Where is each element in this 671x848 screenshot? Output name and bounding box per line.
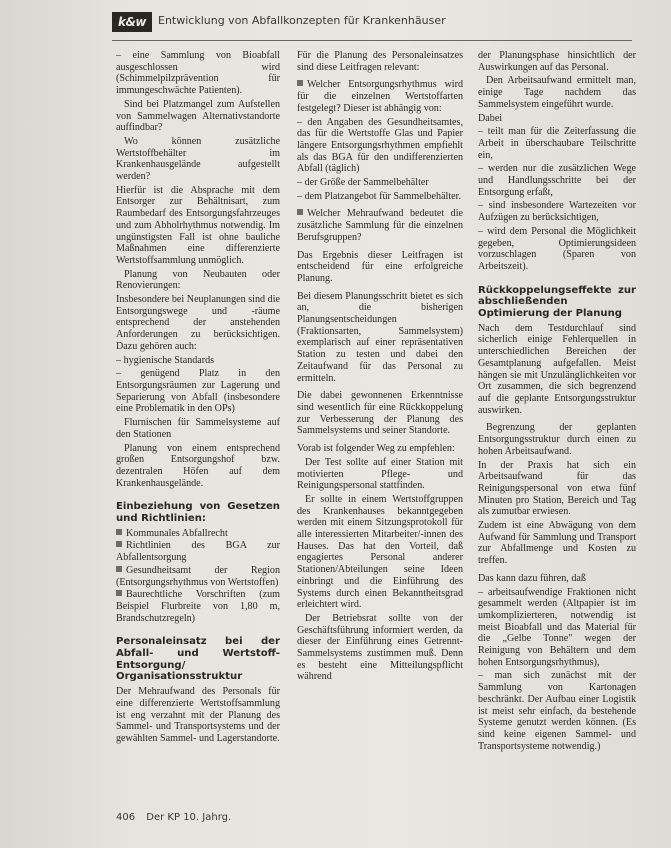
list-item: Welcher Mehraufwand bedeutet die zusätzliche Sammlung für die einzelnen Berufsgruppen? bbox=[297, 208, 463, 243]
paragraph: Bei diesem Planungsschritt bietet es sich an, die bisherigen Planungsentscheidungen (Fraktionsarten, Sammelsystem) exemplarisch auf einer repräsentativen Station zu testen und dabei den Zeitaufwand für das Personal zu ermitteln. bbox=[297, 290, 463, 384]
paragraph: Er sollte in einem Wertstoffgruppen des Krankenhauses bekanntgegeben werden mit einem Sitzungsprotokoll für alle interessierten Mitarbeiter/-innen des Hauses. Das hat den Vorteil, daß engagiertes Personal anderer Stationen/Abteilungen seine Ideen einbringt und die Einführung des Systems durch einen Bekanntheitsgrad erleichtert wird. bbox=[297, 493, 463, 611]
paragraph: Der Test sollte auf einer Station mit motivierten Pflege- und Reinigungspersonal stattfinden. bbox=[297, 456, 463, 492]
page-footer bbox=[116, 812, 239, 823]
section-heading: Einbeziehung von Gesetzen und Richtlinien: bbox=[116, 501, 280, 525]
paragraph: Die dabei gewonnenen Erkenntnisse sind wesentlich für eine Rückkoppelung zur Verbesserung der Planung des Sammelsystems und seiner Standorte. bbox=[297, 390, 463, 437]
list-item: Gesundheitsamt der Region (Entsorgungsrhythmus von Wertstoffen) bbox=[116, 564, 280, 588]
paragraph: Planung von Neubauten oder Renovierungen: bbox=[116, 268, 280, 292]
issue-label: Der KP 10. Jahrg. bbox=[146, 812, 232, 823]
column-1 bbox=[116, 50, 280, 802]
paragraph: Sind bei Platzmangel zum Aufstellen von Sammelwagen Alternativstandorte auffindbar? bbox=[116, 98, 280, 134]
square-bullet-icon bbox=[116, 590, 122, 596]
square-bullet-icon bbox=[116, 541, 122, 547]
paragraph: Planung von einem entsprechend großen Entsorgungshof bzw. dezentralen Höfen auf dem Krankenhausgelände. bbox=[116, 442, 280, 489]
paragraph: Für die Planung des Personaleinsatzes sind diese Leitfragen relevant: bbox=[297, 50, 463, 73]
list-item: – werden nur die zusätzlichen Wege und Handlungsschritte bei der Entsorgung erfaßt, bbox=[478, 163, 636, 198]
paragraph: Das kann dazu führen, daß bbox=[478, 572, 586, 584]
list-item: – der Größe der Sammelbehälter bbox=[297, 177, 429, 189]
header-title: Entwicklung von Abfallkonzepten für Krankenhäuser bbox=[158, 14, 446, 27]
paragraph: Hierfür ist die Absprache mit dem Entsorger zur Behältnisart, zum Raumbedarf des Entsorgungsfahrzeuges und zum Abholrhythmus notwendig. Im ungünstigsten Fall ist ohne bauliche Maßnahmen eine differenzierte Wertstoffsammlung unmöglich. bbox=[116, 184, 280, 266]
paragraph: Nach dem Testdurchlauf sind sicherlich einige Fehlerquellen in unterschiedlichen Bereichen der Gesamtplanung aufgefallen. Meist hängen sie mit Unzulänglichkeiten vor Ort zusammen, die sich begrenzend auf die geplante Entsorgungsstruktur auswirken. bbox=[478, 322, 636, 416]
column-2 bbox=[297, 50, 463, 810]
journal-logo: k&w bbox=[112, 12, 152, 32]
list-item: Baurechtliche Vorschriften (zum Beispiel Flurbreite von 1,80 m, Brandschutzregeln) bbox=[116, 589, 280, 624]
list-item: – hygienische Standards bbox=[116, 354, 215, 366]
paragraph: Zudem ist eine Abwägung von dem Aufwand für Sammlung und Transport zur Abfallmenge und Kosten zu treffen. bbox=[478, 520, 636, 567]
paragraph: Das Ergebnis dieser Leitfragen ist entscheidend für eine erfolgreiche Planung. bbox=[297, 249, 463, 284]
paragraph: Den Arbeitsaufwand ermittelt man, einige Tage nachdem das Sammelsystem eingeführt wurde. bbox=[478, 75, 636, 110]
paragraph: Wo können zusätzliche Wertstoffbehälter im Krankenhausgelände aufgestellt werden? bbox=[116, 135, 280, 183]
header-rule bbox=[112, 40, 632, 41]
list-item: – sind insbesondere Wartezeiten vor Aufzügen zu berücksichtigen, bbox=[478, 200, 636, 224]
page-number: 406 bbox=[116, 812, 136, 823]
bullet-list bbox=[116, 528, 280, 625]
square-bullet-icon bbox=[116, 529, 122, 535]
list-item: Richtlinien des BGA zur Abfallentsorgung bbox=[116, 540, 280, 564]
paragraph: Vorab ist folgender Weg zu empfehlen: bbox=[297, 443, 455, 455]
list-item: – man sich zunächst mit der Sammlung von Kartonagen beschränkt. Der Aufbau einer Logistik ist meist sehr einfach, da bestehende Systeme genutzt werden können. (Es sind keine eigenen Sammel- und Transportsysteme notwendig.) bbox=[478, 670, 636, 752]
paragraph: Dabei bbox=[478, 112, 503, 124]
paragraph: Flurnischen für Sammelsysteme auf den Stationen bbox=[116, 417, 280, 440]
section-heading: Rückkoppelungseffekte zur abschließenden Optimierung der Planung bbox=[478, 284, 636, 320]
running-header bbox=[112, 12, 632, 36]
list-item: – dem Platzangebot für Sammelbehälter. bbox=[297, 190, 461, 202]
list-item: – arbeitsaufwendige Fraktionen nicht gesammelt werden (Altpapier ist im umkomplizierteren, notwendig ist meist Bioabfall und das Material für die „Gelbe Tonne" wegen der Reinigung von Behältern und dem hohen Entsorgungsrhythmus), bbox=[478, 586, 636, 668]
list-item: – teilt man für die Zeiterfassung die Arbeit in überschaubare Teilschritte ein, bbox=[478, 126, 636, 161]
list-item: – den Angaben des Gesundheitsamtes, das für die Wertstoffe Glas und Papier längere Entsorgungsrhythmen empfiehlt als das BGA für den undifferenzierten Abfall (täglich) bbox=[297, 116, 463, 175]
paragraph: Begrenzung der geplanten Entsorgungsstruktur durch einen zu hohen Arbeitsaufwand. bbox=[478, 422, 636, 457]
list-item: Kommunales Abfallrecht bbox=[116, 528, 280, 540]
column-3 bbox=[478, 50, 636, 820]
section-heading: Personaleinsatz bei der Abfall- und Wertstoff-Entsorgung/ Organisationsstruktur bbox=[116, 636, 280, 683]
paragraph: – eine Sammlung von Bioabfall ausgeschlossen wird (Schimmelpilzprävention für immungeschwächte Patienten). bbox=[116, 50, 280, 97]
paragraph: Der Mehraufwand des Personals für eine differenzierte Wertstoffsammlung ist eng verzahnt mit der Planung des Sammel- und Transportsystems und der gewählten Sammel- und Lagerstandorte. bbox=[116, 686, 280, 744]
paragraph: Insbesondere bei Neuplanungen sind die Entsorgungswege und -räume entsprechend der anstehenden Anforderungen zu berücksichtigen. Dazu gehören auch: bbox=[116, 294, 280, 352]
list-item: Welcher Entsorgungsrhythmus wird für die einzelnen Wertstoffarten festgelegt? Dieser ist abhängig von: bbox=[297, 79, 463, 114]
list-item: – genügend Platz in den Entsorgungsräumen zur Lagerung und Separierung von Abfall (insbesondere eine Problematik in den OPs) bbox=[116, 368, 280, 415]
paragraph: der Planungsphase hinsichtlich der Auswirkungen auf das Personal. bbox=[478, 50, 636, 73]
square-bullet-icon bbox=[297, 209, 303, 215]
square-bullet-icon bbox=[297, 80, 303, 86]
square-bullet-icon bbox=[116, 566, 122, 572]
paragraph: Der Betriebsrat sollte von der Geschäftsführung informiert werden, da dieser der Einführung eines Getrennt-Sammelsystems zustimmen muß. Denn es besteht eine Mitteilungspflicht während bbox=[297, 612, 463, 683]
list-item: – wird dem Personal die Möglichkeit gegeben, Optimierungsideen vorzuschlagen (Sparen von Arbeitszeit). bbox=[478, 225, 636, 272]
paragraph: In der Praxis hat sich ein Arbeitsaufwand für das Reinigungspersonal von etwa fünf Minuten pro Station, Bereich und Tag als zumutbar erwiesen. bbox=[478, 459, 636, 518]
